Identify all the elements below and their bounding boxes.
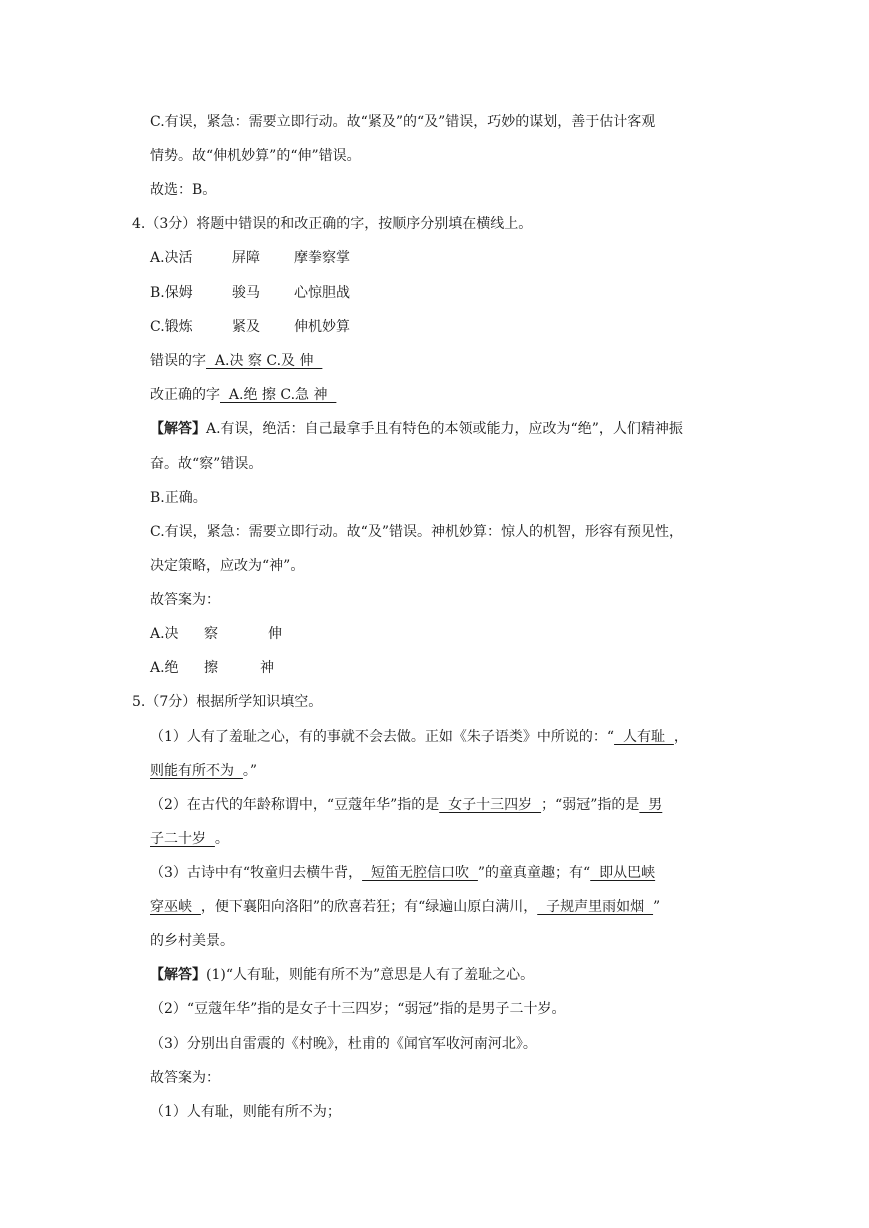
- q5-part3-line3: 的乡村美景。: [150, 933, 234, 949]
- q5-answer-label: 故答案为：: [150, 1070, 220, 1086]
- q4-wrong-chars: 错误的字 A.决 察 C.及 伸: [150, 353, 323, 369]
- q5-stem: 5.（7分）根据所学知识填空。: [132, 694, 323, 710]
- q4-solution-c2: 决定策略，应改为“神”。: [150, 558, 305, 574]
- q4-answer-wrong: A.决 察 伸: [150, 626, 282, 642]
- q5-blank-4a: 男: [639, 797, 663, 813]
- q4-fixed-chars: 改正确的字 A.绝 擦 C.急 神: [150, 387, 337, 403]
- q5-solution-3: （3）分别出自雷震的《村晚》，杜甫的《闻官军收河南河北》。: [150, 1036, 537, 1052]
- q5-part3-line2: 穿巫峡 ，便下襄阳向洛阳”的欣喜若狂；有“绿遍山原白满川， 子规声里雨如烟 ”: [150, 899, 661, 915]
- q5-blank-5: 短笛无腔信口吹: [362, 865, 478, 881]
- q3-c-line2: 情势。故“伸机妙算”的“伸”错误。: [150, 148, 361, 164]
- q5-blank-3: 女子十三四岁: [439, 797, 542, 813]
- q5-solution-2: （2）“豆蔻年华”指的是女子十三四岁；“弱冠”指的是男子二十岁。: [150, 1001, 566, 1017]
- q4-solution-a2: 奋。故“察”错误。: [150, 456, 263, 472]
- q3-c-line1: C.有误，紧急：需要立即行动。故“紧及”的“及”错误，巧妙的谋划，善于估计客观: [150, 114, 656, 130]
- q4-stem: 4.（3分）将题中错误的和改正确的字，按顺序分别填在横线上。: [132, 216, 533, 232]
- q5-blank-1: 人有耻: [614, 729, 674, 745]
- q5-part2-line2: 子二十岁 。: [150, 831, 229, 847]
- q4-solution-b: B.正确。: [150, 490, 207, 506]
- q5-part3-line1: （3）古诗中有“牧童归去横牛背， 短笛无腔信口吹 ”的童真童趣；有“ 即从巴峡: [150, 865, 656, 881]
- q5-solution-1: 【解答】(1)“人有耻，则能有所不为”意思是人有了羞耻之心。: [150, 967, 535, 983]
- q5-answer-1: （1）人有耻，则能有所不为；: [150, 1104, 341, 1120]
- q4-solution-c1: C.有误，紧急：需要立即行动。故“及”错误。神机妙算：惊人的机智，形容有预见性，: [150, 524, 683, 540]
- q5-part1-line2: 则能有所不为 。”: [150, 763, 258, 779]
- q4-option-c: C.锻炼 紧及 伸机妙算: [150, 319, 350, 335]
- q4-answer-fixed: A.绝 擦 神: [150, 660, 274, 676]
- q4-wrong-blank: A.决 察 C.及 伸: [206, 353, 323, 369]
- q5-blank-6b: 穿巫峡: [150, 899, 201, 915]
- q5-part1-line1: （1）人有了羞耻之心，有的事就不会去做。正如《朱子语类》中所说的：“ 人有耻 ，: [150, 729, 688, 745]
- q3-answer: 故选：B。: [150, 182, 217, 198]
- q5-blank-4b: 子二十岁: [150, 831, 215, 847]
- q4-option-a: A.决活 屏障 摩拳察掌: [150, 250, 350, 266]
- q5-blank-6a: 即从巴峡: [590, 865, 656, 881]
- q5-blank-2: 则能有所不为: [150, 763, 243, 779]
- q4-fixed-blank: A.绝 擦 C.急 神: [220, 387, 337, 403]
- q5-blank-7: 子规声里雨如烟: [537, 899, 654, 915]
- q4-answer-label: 故答案为：: [150, 592, 220, 608]
- q5-part2-line1: （2）在古代的年龄称谓中，“豆蔻年华”指的是 女子十三四岁 ；“弱冠”指的是 男: [150, 797, 663, 813]
- q4-option-b: B.保姆 骏马 心惊胆战: [150, 285, 350, 301]
- q4-solution-a1: 【解答】A.有误，绝活：自己最拿手且有特色的本领或能力，应改为“绝”，人们精神振: [150, 421, 683, 437]
